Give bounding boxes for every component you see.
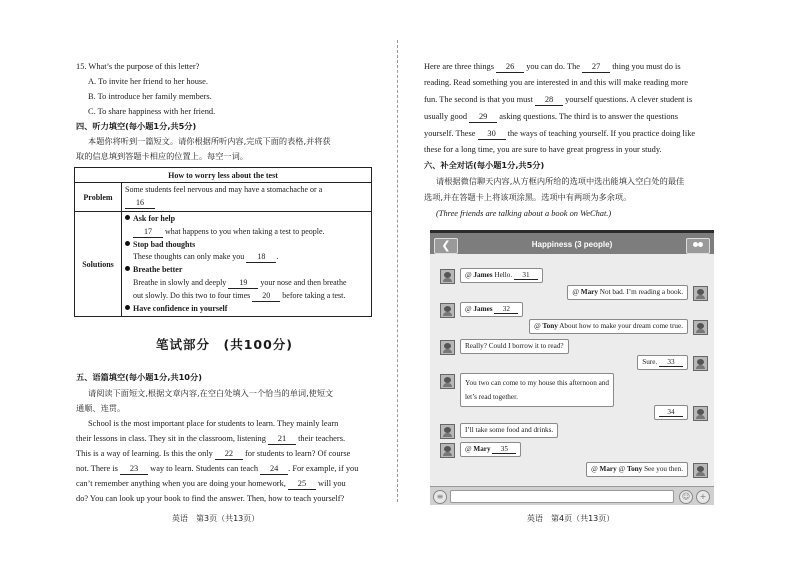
mention-at: @ <box>591 465 598 473</box>
cloze-instructions-1: 请阅读下面短文,根据文章内容,在空白处填入一个恰当的单词,使短文 <box>88 388 334 398</box>
cloze-cont-line-6: these for a long time, you are sure to have great progress in your study. <box>424 145 662 154</box>
avatar <box>440 269 455 284</box>
page-divider <box>397 40 398 502</box>
solution-4-title: Have confidence in yourself <box>133 303 228 313</box>
message-text: See you then. <box>642 465 683 473</box>
solution-3-text-a: Breathe in slowly and deeply <box>133 277 227 287</box>
listening-instructions-2: 取的信息填到答题卡相应的位置上。每空一词。 <box>76 151 248 161</box>
message-text: let’s read together. <box>465 393 518 401</box>
cloze-text: way to learn. Students can teach <box>150 464 259 473</box>
solution-3-title: Breathe better <box>133 265 183 275</box>
cloze-text: you can do. The <box>526 62 580 71</box>
blank-29[interactable]: 29 <box>469 112 497 123</box>
blank-19[interactable]: 19 <box>228 278 258 289</box>
chat-message-11 <box>586 462 688 477</box>
blank-28[interactable]: 28 <box>535 95 563 106</box>
problem-text: Some students feel nervous and may have a stomachache or a <box>125 185 323 195</box>
mention-name: Mary <box>599 465 617 473</box>
solution-3-text-c: out slowly. Do this two to four times <box>133 290 251 300</box>
avatar <box>440 443 455 458</box>
solution-2-end: . <box>276 252 279 262</box>
solution-1-title: Ask for help <box>133 214 176 223</box>
problem-label: Problem <box>75 183 122 212</box>
solution-3-text-d: before taking a test. <box>282 290 346 300</box>
blank-18[interactable]: 18 <box>246 252 276 263</box>
blank-24[interactable]: 24 <box>260 464 288 475</box>
listening-section-title: 四、听力填空(每小题1分,共5分) <box>76 121 197 131</box>
mention-name: Tony <box>542 322 558 330</box>
q15-option-b[interactable]: B. To introduce her family members. <box>88 92 212 101</box>
back-arrow-icon[interactable]: ❮ <box>434 238 458 254</box>
written-part-title: 笔试部分 (共100分) <box>156 337 294 352</box>
solutions-label: Solutions <box>75 212 122 317</box>
solution-1-text: what happens to you when taking a test to people. <box>165 226 325 236</box>
message-input[interactable] <box>450 490 674 503</box>
cloze-text: fun. The second is that you must <box>424 95 533 104</box>
solution-2-title: Stop bad thoughts <box>133 239 196 249</box>
blank-25[interactable]: 25 <box>288 479 316 490</box>
mention-at: @ <box>465 305 472 313</box>
q15-question: 15. What’s the purpose of this letter? <box>76 62 200 71</box>
worry-table <box>74 167 372 317</box>
mention-name: Mary <box>473 445 491 453</box>
cloze-text: not. There is <box>76 464 118 473</box>
message-text: About how to make your dream come true. <box>557 322 683 330</box>
message-text: Sure. <box>642 358 658 366</box>
chat-message-1 <box>460 268 543 283</box>
listening-instructions-1: 本题你将听到一篇短文。请你根据所听内容,完成下面的表格,并将获 <box>88 136 331 146</box>
avatar <box>693 286 708 301</box>
cloze-line-6: do? You can look up your book to find the answer. Then, how to teach yourself? <box>76 494 345 503</box>
table-header: How to worry less about the test <box>75 168 372 183</box>
cloze-text: will you <box>318 479 346 488</box>
blank-17[interactable]: 17 <box>133 227 163 238</box>
q15-option-a[interactable]: A. To invite her friend to her house. <box>88 77 208 86</box>
chat-input-bar <box>430 486 714 505</box>
cloze-line-4 <box>76 463 358 475</box>
avatar <box>693 320 708 335</box>
chat-message-3 <box>460 302 523 317</box>
mention-at: @ <box>618 465 626 473</box>
cloze-line-1: School is the most important place for students to learn. They mainly learn <box>88 419 339 428</box>
bullet-icon <box>125 215 130 220</box>
avatar <box>440 424 455 439</box>
blank-26[interactable]: 26 <box>496 62 524 73</box>
cloze-cont-line-5 <box>424 128 695 140</box>
cloze-section-title: 五、语篇填空(每小题1分,共10分) <box>76 372 202 382</box>
blank-32[interactable]: 32 <box>494 305 518 314</box>
right-page-footer: 英语 第4页（共13页） <box>527 514 615 523</box>
bullet-icon <box>125 305 130 310</box>
cloze-text: asking questions. The third is to answer the questions <box>499 112 678 121</box>
cloze-text: the ways of teaching yourself. If you practice doing like <box>507 129 696 138</box>
cloze-line-5 <box>76 478 346 490</box>
solutions-cell <box>122 212 372 317</box>
plus-icon[interactable]: + <box>696 490 710 504</box>
mention-name: Mary <box>580 288 598 296</box>
cloze-text: yourself. These <box>424 129 476 138</box>
blank-34[interactable]: 34 <box>659 408 683 417</box>
wechat-screenshot <box>430 230 714 505</box>
cloze-text: for students to learn? Of course <box>244 449 351 458</box>
message-text: I’ll take some food and drinks. <box>465 426 554 434</box>
mention-name: James <box>473 271 493 279</box>
blank-20[interactable]: 20 <box>252 291 280 302</box>
avatar <box>440 374 455 389</box>
message-text: Hello. <box>492 271 513 279</box>
cloze-instructions-2: 通顺、连贯。 <box>76 403 126 413</box>
chat-title: Happiness (3 people) <box>531 240 613 249</box>
blank-33[interactable]: 33 <box>659 358 683 367</box>
dialog-context: (Three friends are talking about a book on WeChat.) <box>436 209 612 218</box>
voice-icon[interactable]: ≡ <box>433 490 447 504</box>
cloze-text: can’t remember anything when you are doing your homework, <box>76 479 286 488</box>
mention-at: @ <box>465 271 472 279</box>
q15-option-c[interactable]: C. To share happiness with her friend. <box>88 107 216 116</box>
chat-message-10 <box>460 442 521 457</box>
chat-message-7 <box>460 373 614 407</box>
group-members-icon[interactable] <box>686 238 710 254</box>
cloze-text: their lessons in class. They sit in the classroom, listening <box>76 434 266 443</box>
cloze-text: yourself questions. A clever student is <box>565 95 693 104</box>
problem-cell <box>122 183 372 212</box>
chat-message-4 <box>529 319 688 334</box>
bullet-icon <box>125 241 130 246</box>
mention-name: Tony <box>626 465 643 473</box>
chat-message-2 <box>567 285 688 300</box>
mention-name: James <box>473 305 493 313</box>
blank-23[interactable]: 23 <box>120 464 148 475</box>
chat-message-8 <box>654 405 688 420</box>
blank-35[interactable]: 35 <box>492 445 516 454</box>
message-text: You two can come to my house this afternoon and <box>465 379 609 387</box>
message-text: Really? Could I borrow it to read? <box>465 342 564 350</box>
avatar <box>693 463 708 478</box>
blank-22[interactable]: 22 <box>215 449 243 460</box>
blank-30[interactable]: 30 <box>478 129 506 140</box>
cloze-text: thing you must do is <box>612 62 681 71</box>
cloze-line-2 <box>76 433 345 445</box>
mention-at: @ <box>465 445 472 453</box>
avatar <box>693 406 708 421</box>
cloze-text: Here are three things <box>424 62 494 71</box>
cloze-cont-line-3 <box>424 94 692 106</box>
cloze-cont-line-2: reading. Read something you are interested in and this will make reading more <box>424 78 688 87</box>
cloze-text: This is a way of learning. Is this the only <box>76 449 213 458</box>
solution-3-text-b: your nose and then breathe <box>260 277 347 287</box>
cloze-text: . For example, if you <box>288 464 359 473</box>
solution-2-text: These thoughts can only make you <box>133 252 245 262</box>
dialog-section-title: 六、补全对话(每小题1分,共5分) <box>424 160 545 170</box>
cloze-text: usually good <box>424 112 468 121</box>
chat-message-9 <box>460 423 558 438</box>
cloze-text: their teachers. <box>298 434 346 443</box>
mention-at: @ <box>572 288 579 296</box>
blank-27[interactable]: 27 <box>582 62 610 73</box>
avatar <box>440 340 455 355</box>
bullet-icon <box>125 266 130 271</box>
chat-message-5 <box>460 339 569 354</box>
cloze-cont-line-1 <box>424 61 681 73</box>
avatar <box>440 303 455 318</box>
message-text: Not bad. I’m reading a book. <box>597 288 683 296</box>
dialog-instructions-1: 请根据微信聊天内容,从方框内所给的选项中选出能填入空白处的最佳 <box>436 176 685 186</box>
chat-message-6 <box>637 355 688 370</box>
blank-21[interactable]: 21 <box>268 434 296 445</box>
mention-at: @ <box>534 322 541 330</box>
dialog-instructions-2: 选项,并在答题卡上将该项涂黑。选项中有两项为多余项。 <box>424 192 632 202</box>
emoji-icon[interactable]: ☺ <box>679 490 693 504</box>
left-page-footer: 英语 第3页（共13页） <box>172 514 260 523</box>
avatar <box>693 356 708 371</box>
cloze-line-3 <box>76 448 350 460</box>
blank-16[interactable]: 16 <box>125 198 155 209</box>
chat-header <box>430 233 714 254</box>
blank-31[interactable]: 31 <box>514 271 538 280</box>
cloze-cont-line-4 <box>424 111 678 123</box>
